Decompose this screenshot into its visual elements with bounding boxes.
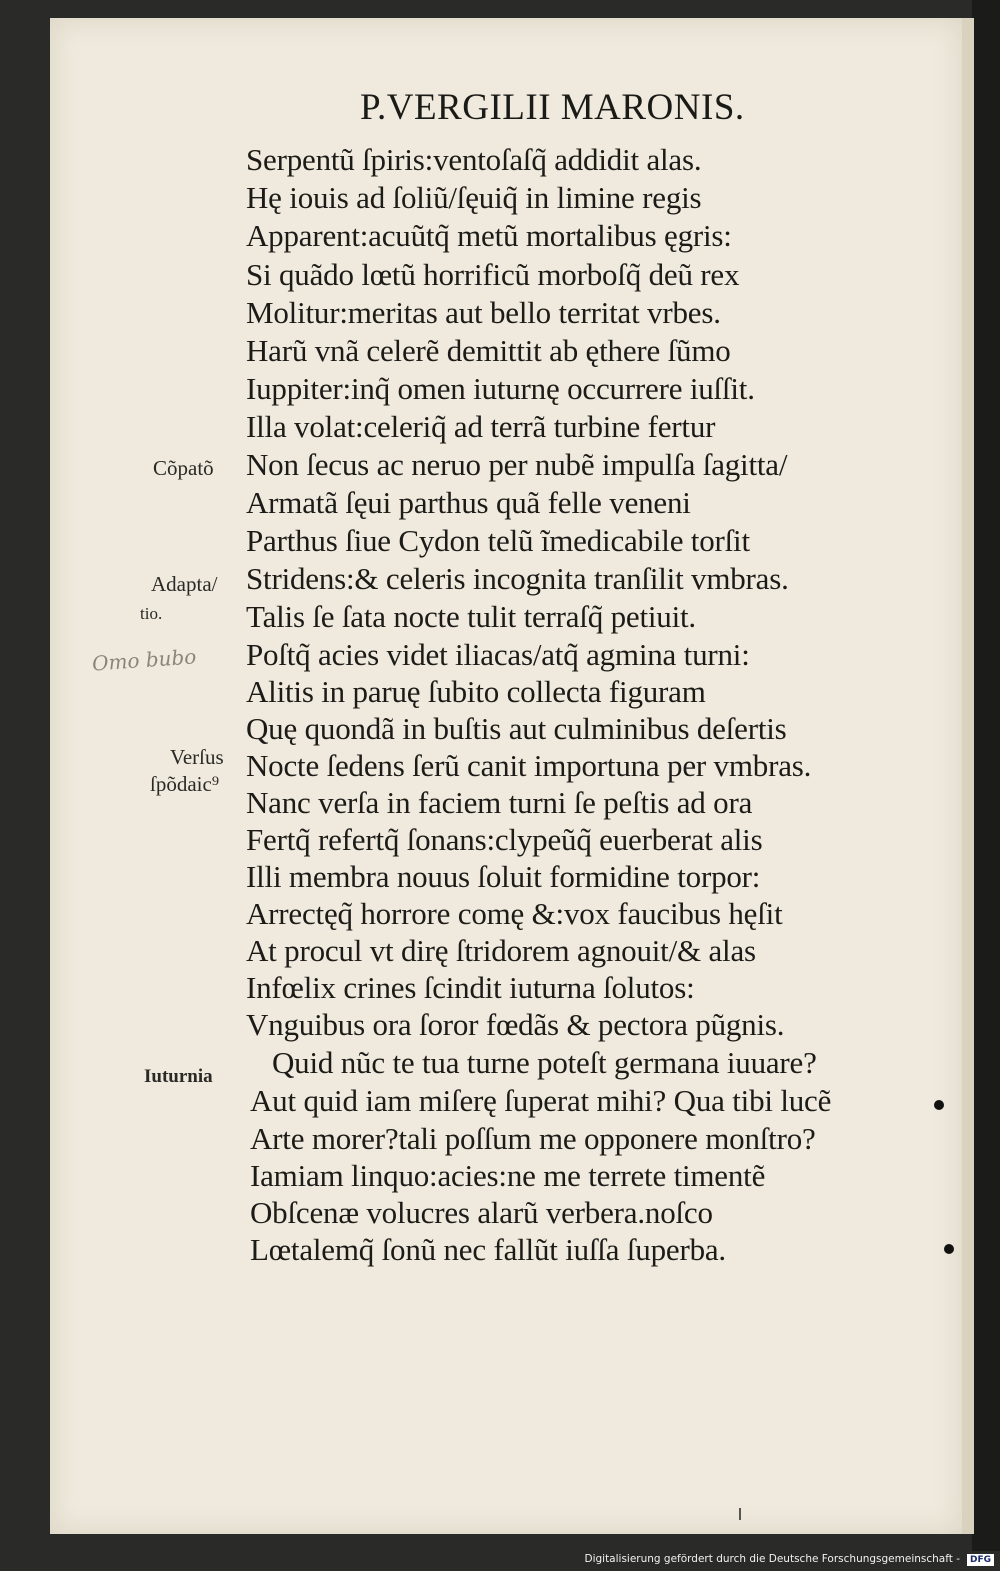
verse-line: Harũ vnã celerẽ demittit ab ęthere ſũmo xyxy=(246,333,731,368)
verse-line: Nocte ſedens ſerũ canit importuna per vmbras. xyxy=(246,748,812,783)
running-header: P.VERGILII MARONIS. xyxy=(360,87,745,128)
verse-line: Fertq̃ refertq̃ ſonans:clypeũq̃ euerberat alis xyxy=(246,822,763,857)
verse-line: Poſtq̃ acies videt iliacas/atq̃ agmina turni: xyxy=(246,637,750,672)
page-fold xyxy=(962,18,974,1534)
verse-line: Hę iouis ad ſoliũ/ſęuiq̃ in limine regis xyxy=(246,180,702,215)
margin-gloss-adaptatio: Adapta/ xyxy=(151,572,218,596)
margin-gloss-copato: Cõpatõ xyxy=(153,456,214,480)
verse-line: Infœlix crines ſcindit iuturna ſolutos: xyxy=(246,970,695,1005)
verse-line: Alitis in paruę ſubito collecta figuram xyxy=(246,674,706,709)
dfg-logo: DFG xyxy=(967,1554,994,1566)
margin-gloss-versus: Verſus xyxy=(170,745,224,769)
verse-line: Stridens:& celeris incognita tranſilit vmbras. xyxy=(246,561,789,596)
verse-line: Non ſecus ac neruo per nubẽ impulſa ſagitta/ xyxy=(246,447,788,482)
verse-line: Iamiam linquo:acies:ne me terrete timentẽ xyxy=(250,1158,766,1193)
verse-line: Si quãdo lœtũ horrificũ morboſq̃ deũ rex xyxy=(246,257,740,292)
ink-dot xyxy=(944,1244,954,1254)
verse-line: Quę quondã in buſtis aut culminibus deſertis xyxy=(246,711,787,746)
verse-line: Iuppiter:inq̃ omen iuturnę occurrere iuſſit. xyxy=(246,371,755,406)
verse-line: Obſcenæ volucres alarũ verbera.noſco xyxy=(250,1195,713,1230)
verse-line: At procul vt dirę ſtridorem agnouit/& alas xyxy=(246,933,756,968)
verse-line: Illa volat:celeriq̃ ad terrã turbine fertur xyxy=(246,409,716,444)
verse-line: Armatã ſęui parthus quã felle veneni xyxy=(246,485,691,520)
margin-gloss-adaptatio-end: tio. xyxy=(140,604,163,623)
verse-line: Molitur:meritas aut bello territat vrbes. xyxy=(246,295,721,330)
book-edge-shadow xyxy=(972,0,1000,1551)
verse-line: Apparent:acuũtq̃ metũ mortalibus ęgris: xyxy=(246,218,732,253)
verse-line: Illi membra nouus ſoluit formidine torpor: xyxy=(246,859,761,894)
folio-mark xyxy=(739,1508,741,1520)
verse-line: Arrectęq̃ horrore comę &:vox faucibus hęſit xyxy=(246,896,783,931)
footer-credit: Digitalisierung gefördert durch die Deutsche Forschungsgemeinschaft - xyxy=(584,1553,960,1565)
margin-gloss-spodaicus: ſpõdaic⁹ xyxy=(150,772,220,796)
handwritten-annotation: Omo bubo xyxy=(91,644,198,676)
verse-line: Aut quid iam miſerę ſuperat mihi? Qua tibi lucẽ xyxy=(250,1083,832,1118)
ink-dot xyxy=(934,1100,944,1110)
verse-line: Arte morer?tali poſſum me opponere monſtro? xyxy=(250,1121,816,1156)
verse-line: Quid nũc te tua turne poteſt germana iuuare? xyxy=(272,1045,817,1080)
verse-line: Nanc verſa in faciem turni ſe peſtis ad ora xyxy=(246,785,753,820)
verse-line: Serpentũ ſpiris:ventoſaſq̃ addidit alas. xyxy=(246,142,702,177)
verse-line: Parthus ſiue Cydon telũ ĩmedicabile torſit xyxy=(246,523,750,558)
verse-line: Lœtalemq̃ ſonũ nec fallũt iuſſa ſuperba. xyxy=(250,1232,726,1267)
verse-line: Talis ſe ſata nocte tulit terraſq̃ petiuit. xyxy=(246,599,696,634)
margin-gloss-iuturnia: Iuturnia xyxy=(144,1066,213,1087)
verse-line: Vnguibus ora ſoror fœdãs & pectora pũgnis. xyxy=(246,1007,785,1042)
